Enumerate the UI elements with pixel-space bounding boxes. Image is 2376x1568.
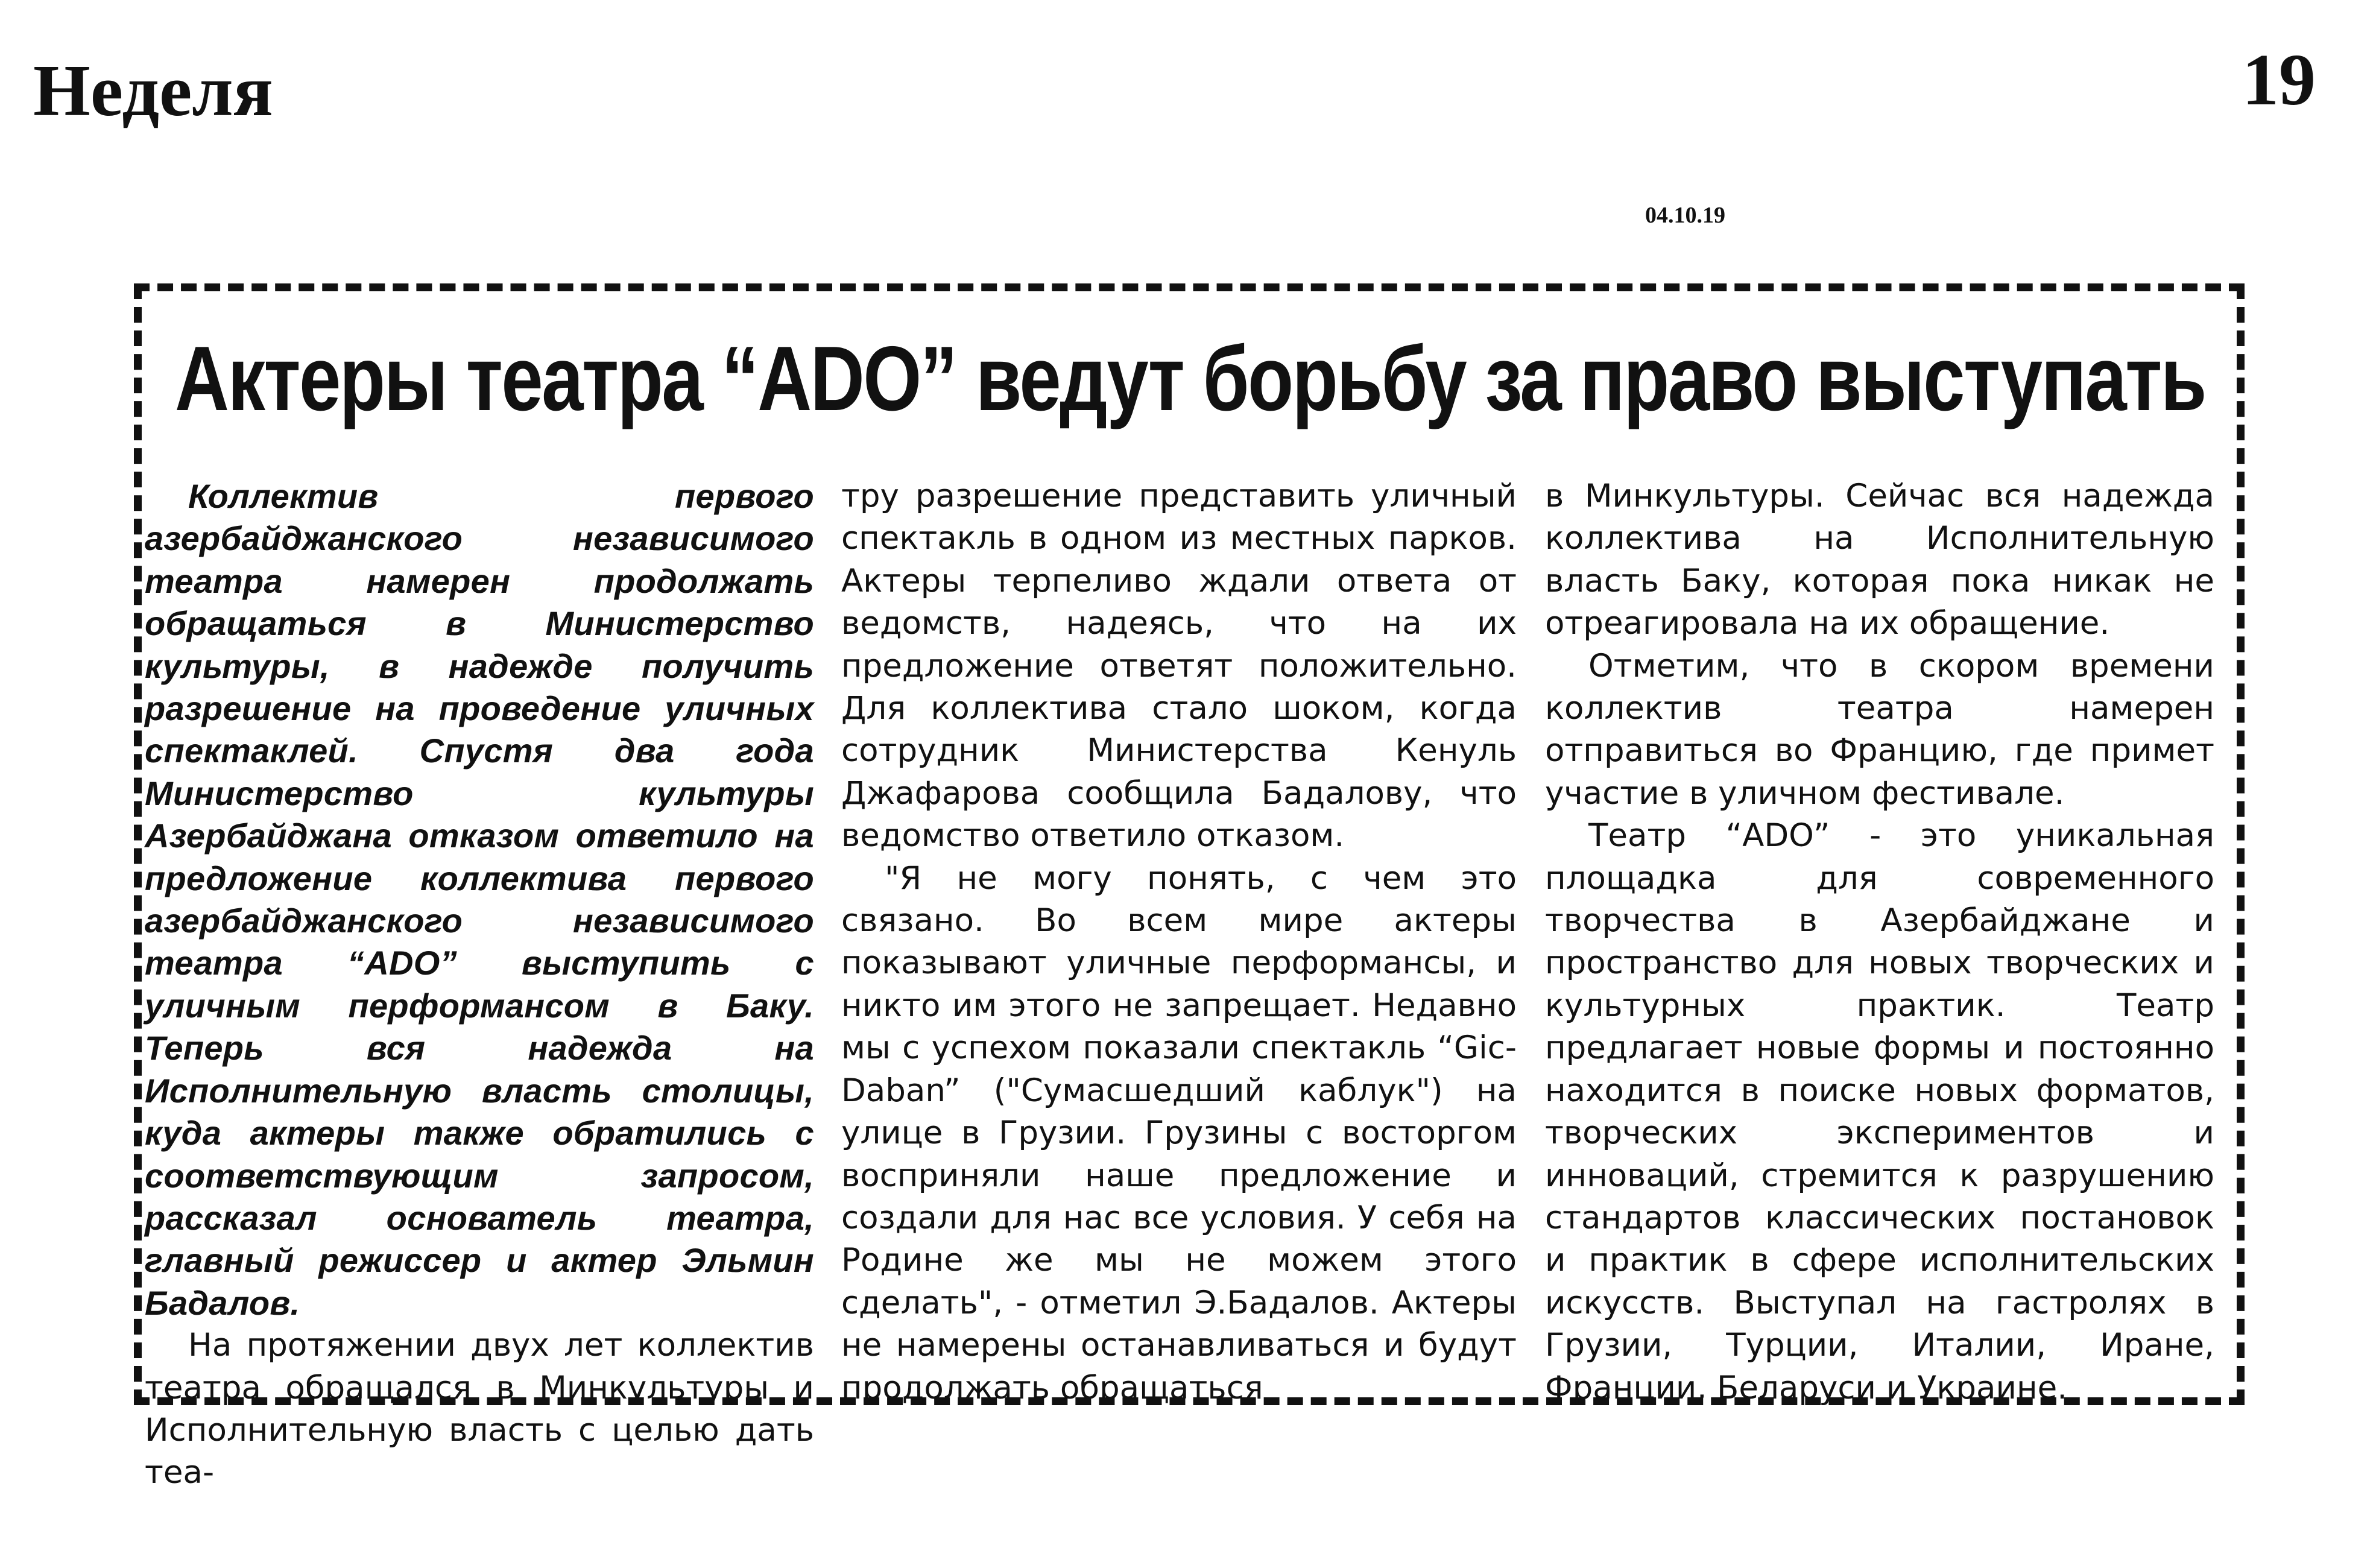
article-column-3 [1545,475,2214,1409]
article-paragraph: На протяжении двух лет коллектив театра обращался в Минкультуры и Исполнительную власть с целью дать теа- [145,1327,814,1491]
article-paragraph: тру разрешение представить уличный спектакль в одном из местных парков. Актеры терпеливо ждали ответа от ведомств, надеясь, что на их предложение ответят положительно. Для коллектива стало шоком, когда сотрудник Министерства Кенуль Джафарова сообщила Бадалову, что ведомство ответило отказом. [841,478,1517,855]
issue-date: 04.10.19 [1645,203,1725,228]
article-column-1 [145,475,814,1494]
article-column-2 [841,475,1517,1409]
article-paragraph: Отметим, что в скором времени коллектив театра намерен отправиться во Францию, где примет участие в уличном фестивале. [1545,647,2214,812]
page-number: 19 [2242,39,2316,121]
article-paragraph: "Я не могу понять, с чем это связано. Во всем мире актеры показывают уличные перформансы, и никто им этого не запрещает. Недавно мы с успехом показали спектакль “Gic-Daban” ("Сумасшедший каблук") на улице в Грузии. Грузины с восторгом восприняли наше предложение и создали для нас все условия. У себя на Родине же мы не можем этого сделать", - отметил Э.Бадалов. Актеры не намерены останавливаться и будут продолжать обращаться [841,859,1517,1406]
article-headline: Актеры театра “ADO” ведут борьбу за право выступать [175,327,2206,430]
article-lead: Коллектив первого азербайджанского независимого театра намерен продолжать обращаться в Министерство культуры, в надежде получить разрешение на проведение уличных спектаклей. Спустя два года Министерство культуры Азербайджана отказом ответило на предложение коллектива первого азербайджанского независимого театра “ADO” выступить с уличным перформансом в Баку. Теперь вся надежда на Исполнительную власть столицы, куда актеры также обратились с соответствующим запросом, рассказал основатель театра, главный режиссер и актер Эльмин Бадалов. [145,477,814,1322]
publication-title: Неделя [33,50,273,131]
article-paragraph: в Минкультуры. Сейчас вся надежда коллектива на Исполнительную власть Баку, которая пока никак не отреагировала на их обращение. [1545,478,2214,642]
article-paragraph: Театр “ADO” - это уникальная площадка для современного творчества в Азербайджане и пространство для новых творческих и культурных практик. Театр предлагает новые формы и постоянно находится в поиске новых форматов, творческих экспериментов и инноваций, стремится к разрушению стандартов классических постановок и практик в сфере исполнительских искусств. Выступал на гастролях в Грузии, Турции, Италии, Иране, Франции, Беларуси и Украине. [1545,817,2214,1406]
